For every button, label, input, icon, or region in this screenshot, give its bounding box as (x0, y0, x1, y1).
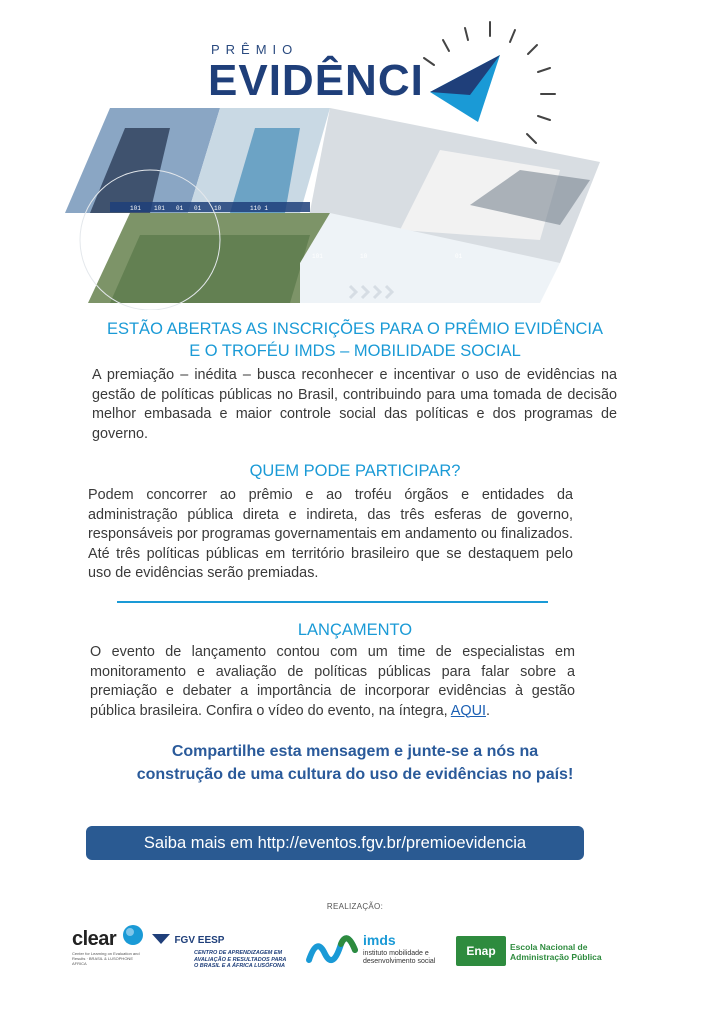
launch-text: O evento de lançamento contou com um time de especialistas em monitoramento e avaliação de políticas públicas para falar sobre a premiação e debater a importância de incorporar evidências à gestão pública brasileira. Confira o vídeo do evento, na íntegra, (90, 644, 575, 719)
fgv-eesp-logo (152, 930, 292, 970)
ticker-label: 101 (130, 205, 141, 212)
learn-more-button[interactable]: Saiba mais em http://eventos.fgv.br/premioevidencia (86, 826, 584, 860)
enap-subtitle (510, 942, 620, 962)
ticker-label: 01 (194, 205, 202, 212)
ticker-label: 10 (360, 253, 368, 260)
fgv-mark-icon (152, 934, 170, 944)
launch-end: . (485, 702, 490, 719)
who-can-participate-title: QUEM PODE PARTICIPAR? (249, 462, 461, 480)
ticker-label: 10 (214, 205, 222, 212)
fgv-subtitle (194, 950, 292, 970)
imds-name: imds (363, 932, 396, 948)
logo-premio-label: PRÊMIO (211, 42, 299, 57)
ticker-label: 101 (312, 253, 323, 260)
clear-subtitle: Center for Learning on Evaluation and Results · BRASIL & LUSOPHONE AFRICA (72, 951, 140, 966)
logo-title: EVIDÊNCI (208, 56, 424, 105)
clear-name: clear (72, 928, 117, 950)
ticker-label: 101 (154, 205, 165, 212)
fgv-sub-line: O BRASIL E A ÁFRICA LUSÓFONA (194, 963, 285, 969)
watch-video-link[interactable]: AQUI (450, 702, 486, 719)
fgv-sub-line: AVALIAÇÃO E RESULTADOS PARA (194, 956, 287, 963)
imds-sub-line: desenvolvimento social (363, 958, 436, 965)
enap-name: Enap (456, 936, 506, 966)
share-message (0, 740, 710, 786)
globe-icon (122, 924, 144, 946)
intro-paragraph: A premiação – inédita – busca reconhecer e incentivar o uso de evidências na gestão de políticas públicas no Brasil, contribuindo para uma tomada de decisão melhor embasada e maior controle social das políticas e dos programas de governo. (92, 367, 617, 442)
clear-logo (72, 928, 148, 966)
banner-photo-collage (0, 0, 710, 310)
main-headline (60, 318, 650, 362)
imds-subtitle (363, 950, 453, 966)
share-line: construção de uma cultura do uso de evidências no país! (136, 766, 574, 783)
who-can-participate-text: Podem concorrer ao prêmio e ao troféu órgãos e entidades da administração pública direta e indireta, das três esferas de governo, responsáveis por programas governamentais em andamento ou finalizados. Até três políticas públicas em território brasileiro que se destaquem pelo uso de evidências serão premiadas. (88, 487, 573, 581)
launch-paragraph (90, 643, 575, 721)
realizacao-label: REALIZAÇÃO: (326, 902, 384, 911)
enap-sub-line: Administração Pública (510, 952, 602, 962)
headline-line: E O TROFÉU IMDS – MOBILIDADE SOCIAL (189, 342, 521, 360)
enap-sub-line: Escola Nacional de (510, 942, 588, 952)
section-divider (117, 601, 548, 603)
ticker-label: 01 (455, 253, 463, 260)
imds-sub-line: instituto mobilidade e (363, 950, 429, 957)
fgv-name: FGV EESP (174, 935, 225, 946)
ticker-label: 01 (176, 205, 184, 212)
launch-title: LANÇAMENTO (297, 621, 413, 639)
header-banner (0, 0, 710, 310)
share-line: Compartilhe esta mensagem e junte-se a nós na (171, 743, 539, 760)
ticker-label: 110 1 (250, 205, 269, 212)
imds-wave-icon (305, 930, 359, 966)
fgv-sub-line: CENTRO DE APRENDIZAGEM EM (194, 950, 283, 956)
headline-line: ESTÃO ABERTAS AS INSCRIÇÕES PARA O PRÊMIO EVIDÊNCIA (106, 320, 604, 338)
